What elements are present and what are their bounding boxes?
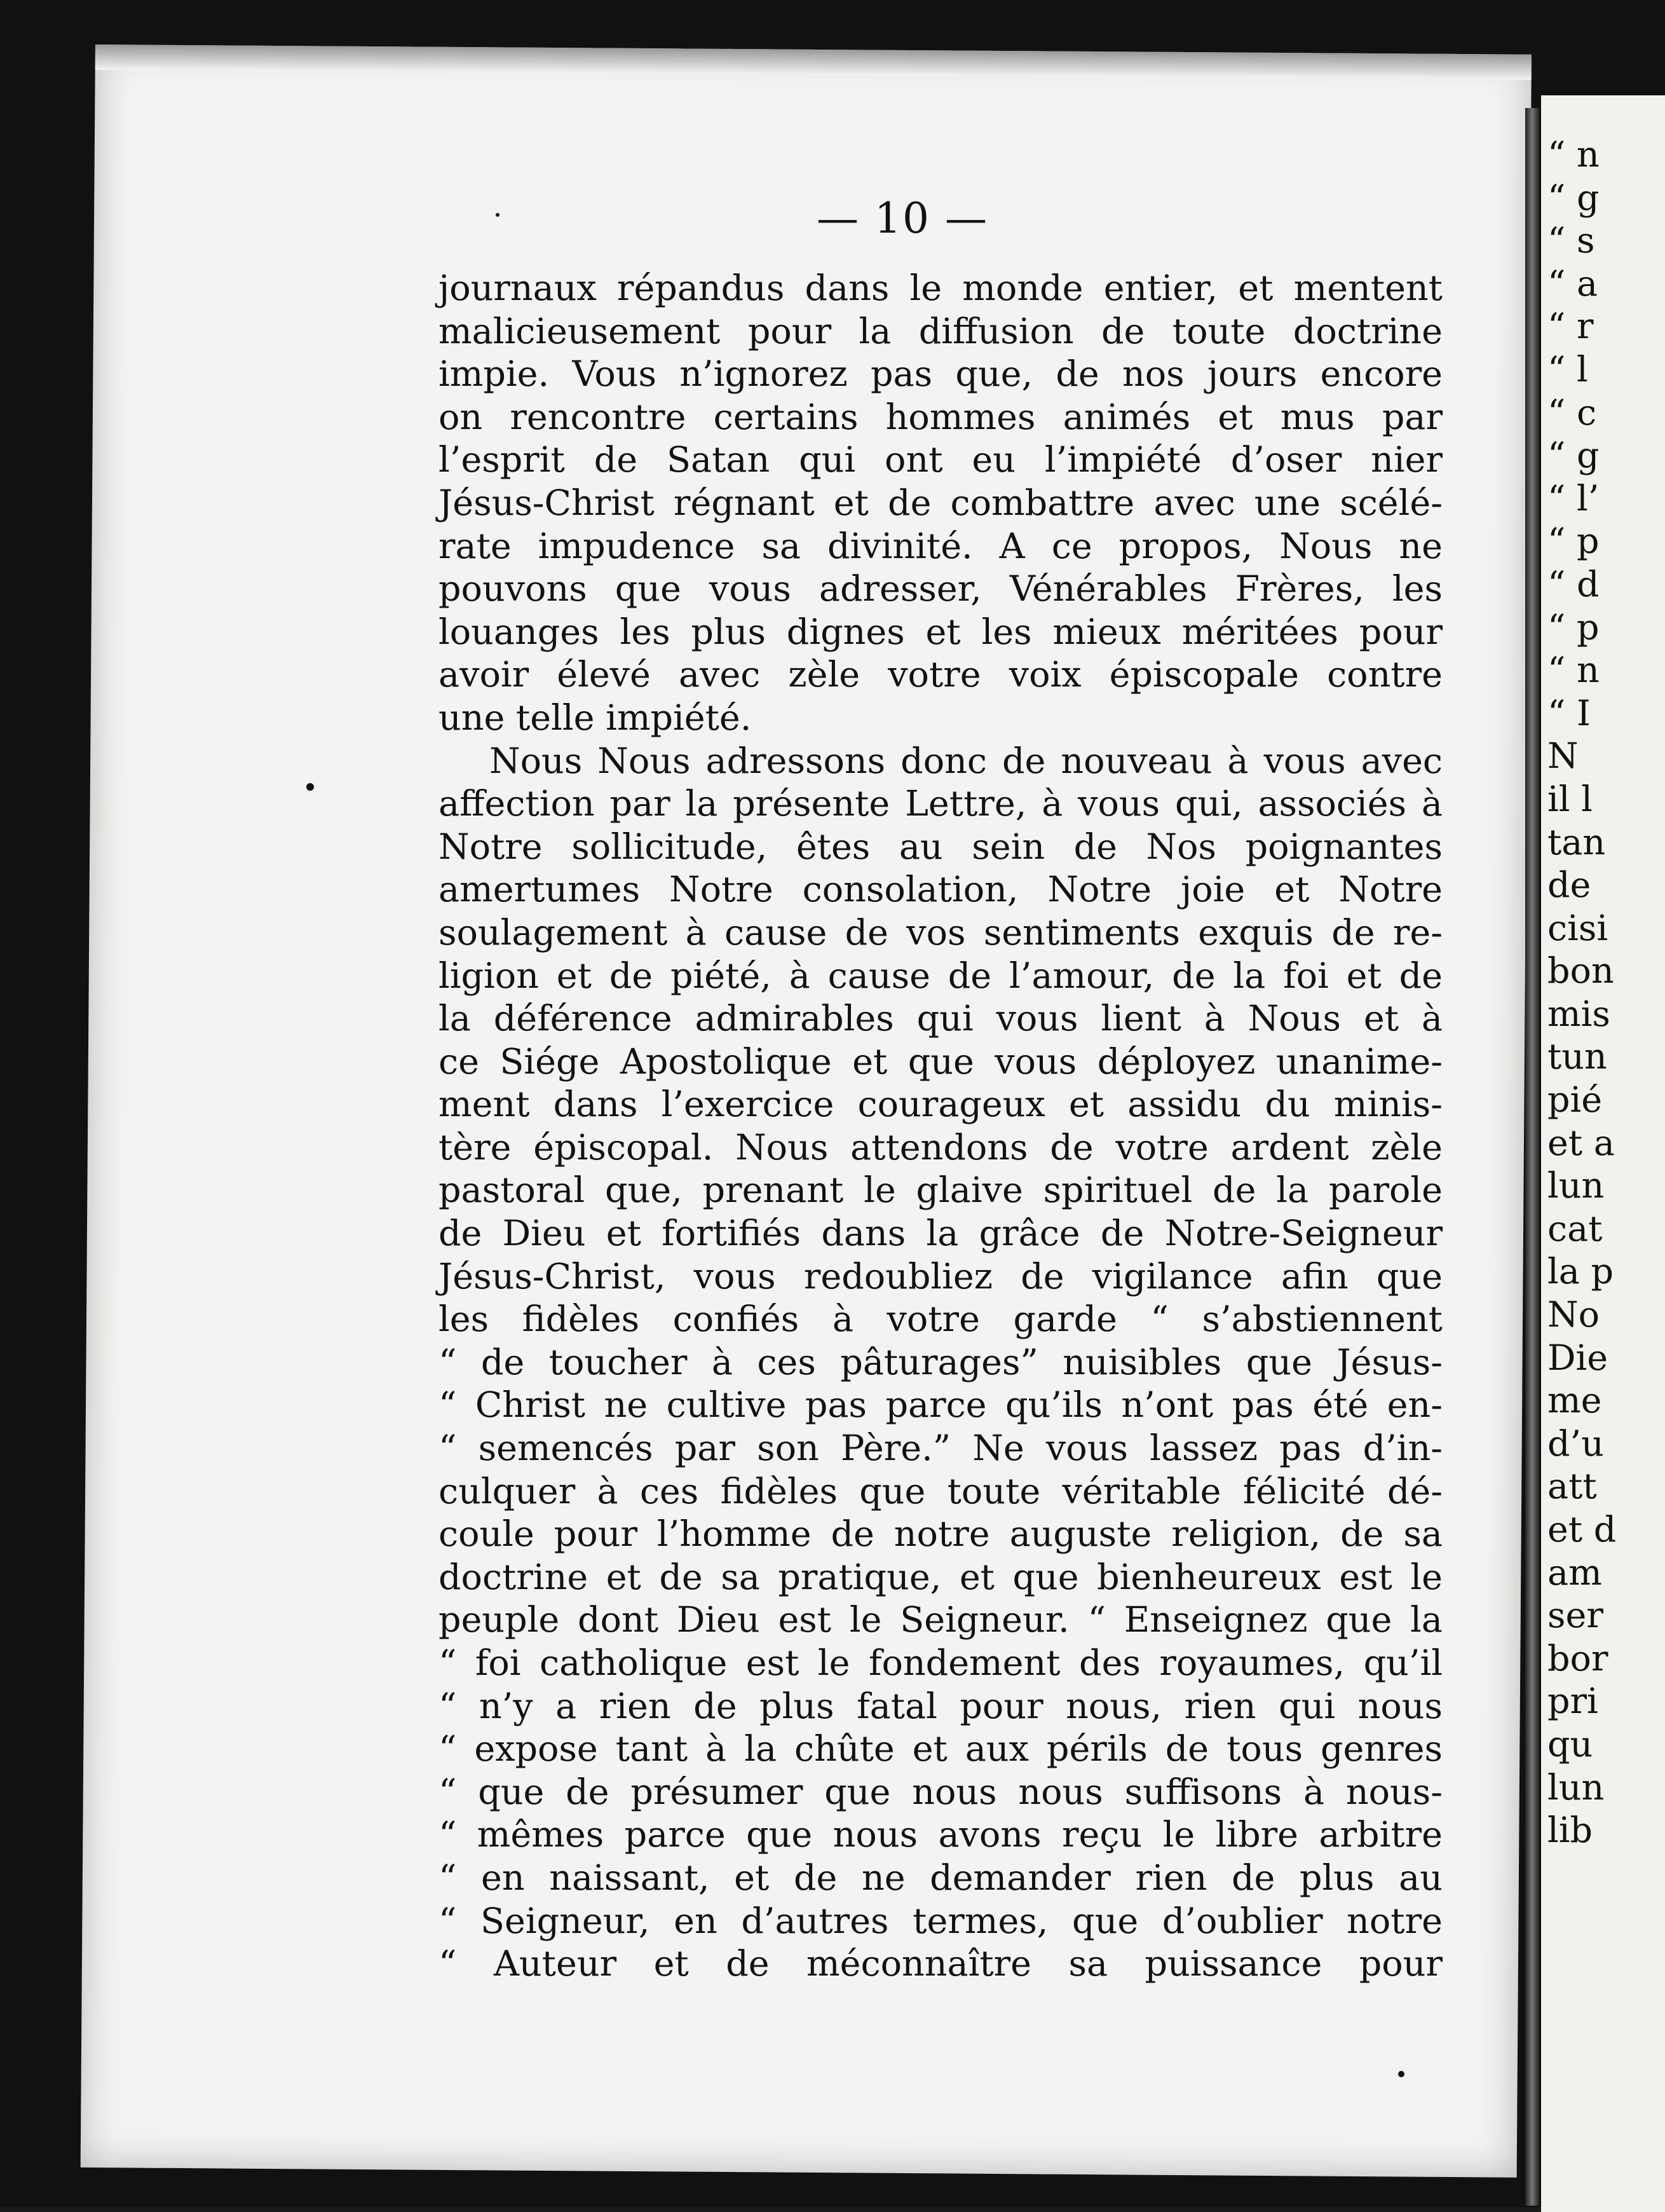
right-line: tan [1547,821,1606,863]
right-line: mis [1547,993,1610,1035]
right-line: me [1547,1380,1602,1422]
right-line: tun [1547,1036,1607,1078]
right-line: il l [1547,778,1593,820]
book-gutter [1525,108,1539,2206]
text-line: Jésus-Christ, vous redoubliez de vigilance afin que [438,1255,1443,1297]
text-line: ligion et de piété, à cause de l’amour, de la foi et de [438,955,1443,997]
right-line: lun [1547,1165,1605,1207]
text-line: Notre sollicitude, êtes au sein de Nos poignantes [438,826,1443,868]
right-line: “ n [1547,650,1600,692]
right-line: “ c [1547,392,1597,434]
right-line: “ d [1547,563,1600,605]
text-line: pastoral que, prenant le glaive spirituel de la parole [438,1170,1443,1212]
paragraph-first-line: Nous Nous adressons donc de nouveau à vous avec [489,740,1443,782]
text-line: culquer à ces fidèles que toute véritable félicité dé- [438,1470,1443,1512]
right-line: “ l’ [1547,477,1600,519]
right-line: la p [1547,1251,1614,1293]
right-line: et d [1547,1509,1617,1550]
right-line: “ g [1547,177,1600,219]
page-number: — 10 — [817,194,988,243]
text-line: malicieusement pour la diffusion de toute doctrine [438,310,1443,352]
right-line: N [1547,735,1579,777]
right-line: de [1547,864,1591,906]
right-page-text [1547,133,1616,1852]
text-line: “ expose tant à la chûte et aux périls de tous genres [438,1728,1443,1770]
text-line: peuple dont Dieu est le Seigneur. “ Enseignez que la [438,1599,1443,1641]
right-line: lib [1547,1810,1593,1852]
right-line: cisi [1547,907,1608,949]
text-line: “ en naissant, et de ne demander rien de plus au [438,1857,1443,1899]
text-line: “ de toucher à ces pâturages” nuisibles que Jésus- [438,1341,1443,1383]
text-line: les fidèles confiés à votre garde “ s’abstiennent [438,1299,1443,1341]
right-line: “ p [1547,521,1600,563]
right-line: lun [1547,1766,1605,1808]
right-line: “ g [1547,435,1600,477]
text-line: Jésus-Christ régnant et de combattre avec une scélé- [438,482,1443,524]
text-line: “ Auteur et de méconnaître sa puissance pour [438,1943,1443,1985]
text-line: “ foi catholique est le fondement des royaumes, qu’il [438,1642,1443,1684]
right-page [1541,95,1665,2212]
text-line: soulagement à cause de vos sentiments exquis de re- [438,911,1443,953]
text-line: rate impudence sa divinité. A ce propos, Nous ne [438,525,1443,567]
ink-speck [306,783,314,791]
right-line: et a [1547,1122,1615,1164]
text-line: “ Christ ne cultive pas parce qu’ils n’ont pas été en- [438,1384,1443,1426]
text-line: la déférence admirables qui vous lient à Nous et à [438,998,1443,1040]
right-line: cat [1547,1208,1603,1250]
right-line: Die [1547,1337,1608,1379]
right-line: bor [1547,1637,1608,1679]
right-line: “ l [1547,348,1588,390]
text-line: tère épiscopal. Nous attendons de votre ardent zèle [438,1126,1443,1168]
text-line: louanges les plus dignes et les mieux méritées pour [438,611,1443,653]
right-line: d’u [1547,1423,1604,1464]
right-line: qu [1547,1723,1593,1765]
text-line: “ semencés par son Père.” Ne vous lassez pas d’in- [438,1428,1443,1470]
text-line: une telle impiété. [438,697,752,739]
text-line: ce Siége Apostolique et que vous déployez unanime- [438,1041,1443,1082]
right-line: ser [1547,1595,1603,1637]
ink-speck [1398,2071,1404,2077]
right-line: am [1547,1552,1602,1594]
right-line: “ p [1547,606,1600,648]
right-line: att [1547,1466,1597,1508]
text-line: coule pour l’homme de notre auguste religion, de sa [438,1513,1443,1555]
right-line: bon [1547,950,1614,992]
body-text [438,267,1443,1986]
text-line: “ mêmes parce que nous avons reçu le libre arbitre [438,1814,1443,1856]
text-line: “ n’y a rien de plus fatal pour nous, rien qui nous [438,1685,1443,1727]
right-line: pié [1547,1079,1603,1121]
text-line: amertumes Notre consolation, Notre joie et Notre [438,869,1443,911]
text-line: pouvons que vous adresser, Vénérables Frères, les [438,568,1443,610]
text-line: l’esprit de Satan qui ont eu l’impiété d’oser nier [438,439,1443,481]
text-line: de Dieu et fortifiés dans la grâce de Notre-Seigneur [438,1213,1443,1255]
text-line: ment dans l’exercice courageux et assidu du minis- [438,1084,1443,1126]
right-line: “ a [1547,263,1598,304]
right-line: “ r [1547,306,1594,348]
right-line: No [1547,1294,1600,1336]
right-line: pri [1547,1681,1598,1723]
text-line: avoir élevé avec zèle votre voix épiscopale contre [438,654,1443,696]
text-line: affection par la présente Lettre, à vous qui, associés à [438,783,1443,825]
text-line: “ Seigneur, en d’autres termes, que d’oublier notre [438,1900,1443,1942]
ink-speck [496,213,500,217]
text-line: journaux répandus dans le monde entier, et mentent [438,268,1443,309]
text-line: doctrine et de sa pratique, et que bienheureux est le [438,1556,1443,1598]
right-line: “ I [1547,692,1591,734]
text-line: on rencontre certains hommes animés et mus par [438,396,1443,438]
right-line: “ n [1547,134,1600,175]
text-line: impie. Vous n’ignorez pas que, de nos jours encore [438,353,1443,395]
text-line: “ que de présumer que nous nous suffisons à nous- [438,1771,1443,1813]
right-line: “ s [1547,220,1595,262]
